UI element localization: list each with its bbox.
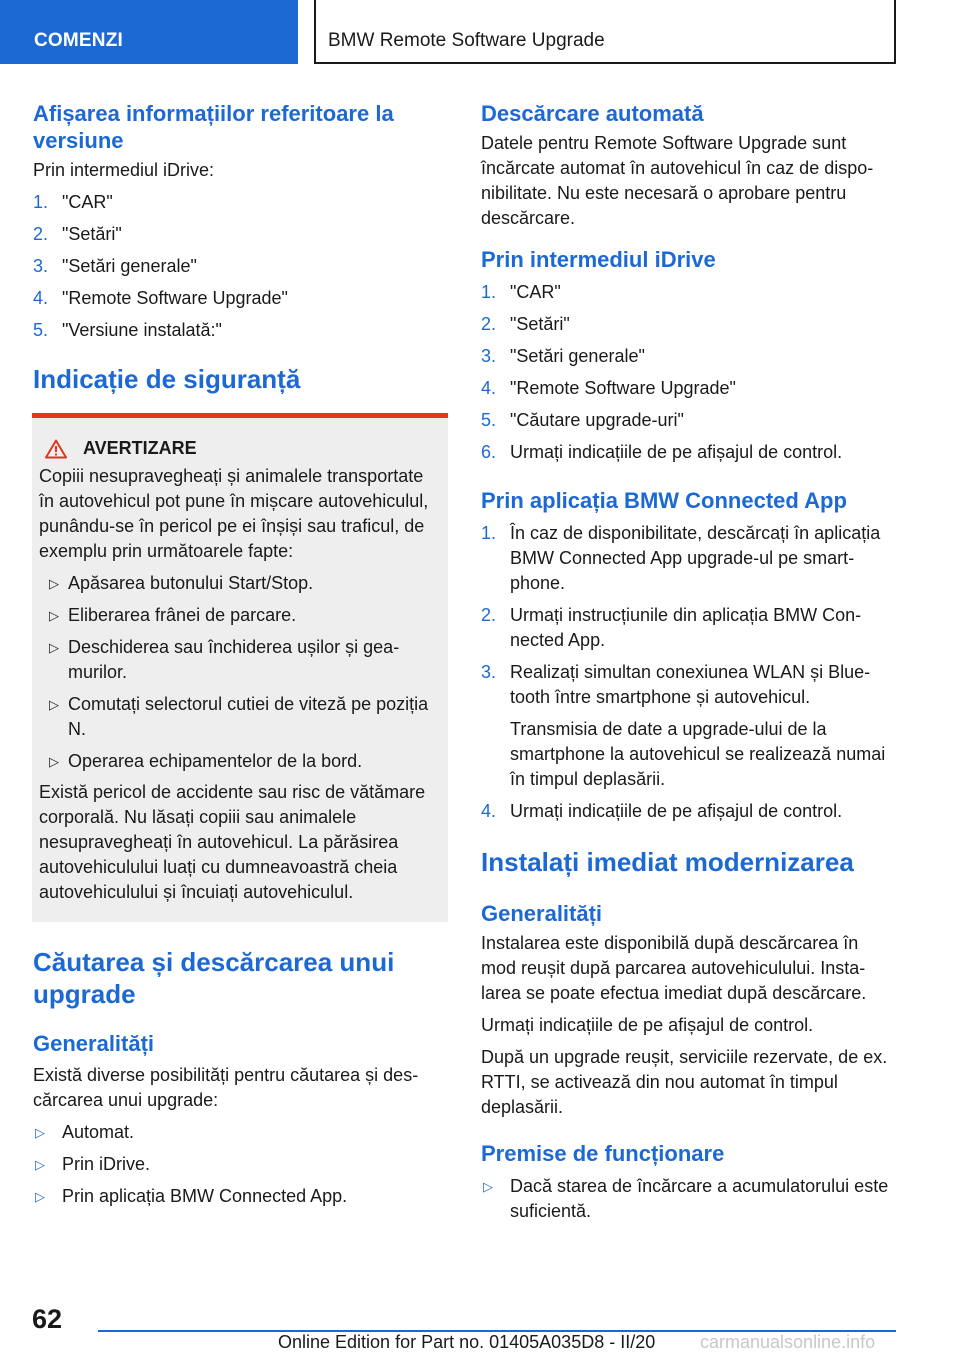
auto-text: Datele pentru Remote Software Upgrade sunt încărcate automat în autovehicul în caz de disponibilitate. Nu este necesară o aprobare pentru descărcare. xyxy=(481,133,874,228)
step-text: Urmați instrucțiunile din aplicația BMW Connected App. xyxy=(510,605,862,650)
page-number: 62 xyxy=(32,1304,63,1334)
app-heading: Prin aplicația BMW Connected App xyxy=(481,488,847,513)
step-text: "Remote Software Upgrade" xyxy=(62,288,288,308)
list-item xyxy=(39,692,441,742)
triangle-bullet-icon: ▷ xyxy=(49,608,59,623)
list-item xyxy=(481,660,896,792)
safety-heading: Indicație de siguranță xyxy=(33,364,301,394)
general-heading: Generalități xyxy=(33,1031,155,1056)
app-steps xyxy=(481,521,896,824)
step-text: "Setări generale" xyxy=(62,256,197,276)
step-number: 3. xyxy=(481,346,497,366)
list-item xyxy=(481,312,896,337)
list-item xyxy=(33,1120,448,1145)
step-number: 1. xyxy=(33,192,49,212)
step-number: 2. xyxy=(481,605,497,625)
step-continuation: Transmisia de date a upgrade-ului de la smartphone la autovehicul se realizează numai în timpul deplasării. xyxy=(510,719,886,789)
step-text: În caz de disponibilitate, descărcați în aplicația BMW Connected App upgrade-ul pe smartphone. xyxy=(510,523,881,593)
warning-label: AVERTIZARE xyxy=(83,438,197,458)
list-item xyxy=(39,749,441,774)
item-text: Dacă starea de încărcare a acumulatorului este suficientă. xyxy=(510,1176,889,1221)
item-text: Prin aplicația BMW Connected App. xyxy=(62,1186,348,1206)
list-item xyxy=(33,254,448,279)
list-item xyxy=(39,603,441,628)
list-item xyxy=(33,318,448,343)
list-item xyxy=(481,603,896,653)
search-heading: Căutarea și descărcarea unui upgrade xyxy=(33,947,395,1009)
list-item xyxy=(33,1152,448,1177)
step-number: 3. xyxy=(33,256,49,276)
triangle-bullet-icon: ▷ xyxy=(49,640,59,655)
step-number: 4. xyxy=(481,378,497,398)
list-item xyxy=(481,280,896,305)
step-text: Urmați indicațiile de pe afișajul de control. xyxy=(510,442,843,462)
triangle-bullet-icon: ▷ xyxy=(483,1179,493,1194)
step-number: 4. xyxy=(481,801,497,821)
step-text: "CAR" xyxy=(62,192,113,212)
general-list xyxy=(33,1120,448,1209)
step-number: 4. xyxy=(33,288,49,308)
step-number: 2. xyxy=(481,314,497,334)
list-item xyxy=(33,222,448,247)
step-number: 2. xyxy=(33,224,49,244)
page-header-title: BMW Remote Software Upgrade xyxy=(328,30,605,51)
right-column xyxy=(481,100,896,1224)
warning-header xyxy=(45,438,441,459)
step-text: "Remote Software Upgrade" xyxy=(510,378,736,398)
general-text: Există diverse posibilități pentru căutarea și descărcarea unui upgrade: xyxy=(33,1065,419,1110)
triangle-bullet-icon: ▷ xyxy=(49,576,59,591)
warning-list xyxy=(39,571,441,774)
premise-heading: Premise de funcționare xyxy=(481,1141,725,1166)
item-text: Automat. xyxy=(62,1122,135,1142)
list-item xyxy=(33,190,448,215)
premise-list xyxy=(481,1174,896,1224)
left-column xyxy=(33,100,448,1209)
watermark-text: carmanualsonline.info xyxy=(700,1332,876,1352)
header-title-box xyxy=(314,0,896,64)
warning-triangle-icon xyxy=(45,439,67,459)
section-tab xyxy=(0,0,298,64)
install-heading: Instalați imediat modernizarea xyxy=(481,847,854,877)
step-number: 5. xyxy=(481,410,497,430)
step-number: 6. xyxy=(481,442,497,462)
warning-intro: Copiii nesupravegheați și animalele transportate în autovehicul pot pune în mișcare autovehiculul, punându-se în pericol pe ei înșiși sau traficul, de exemplu prin următoarele fapte: xyxy=(39,466,429,561)
item-text: Eliberarea frânei de parcare. xyxy=(68,605,297,625)
triangle-bullet-icon: ▷ xyxy=(35,1125,45,1140)
list-item xyxy=(33,286,448,311)
version-intro: Prin intermediul iDrive: xyxy=(33,160,215,180)
item-text: Prin iDrive. xyxy=(62,1154,151,1174)
item-text: Comutați selectorul cutiei de viteză pe poziția N. xyxy=(68,694,429,739)
step-text: "Versiune instalată:" xyxy=(62,320,222,340)
step-text: "Căutare upgrade-uri" xyxy=(510,410,684,430)
step-number: 1. xyxy=(481,523,497,543)
item-text: Apăsarea butonului Start/Stop. xyxy=(68,573,314,593)
list-item xyxy=(481,440,896,465)
step-text: "CAR" xyxy=(510,282,561,302)
step-number: 5. xyxy=(33,320,49,340)
warning-box xyxy=(32,413,448,922)
step-text: "Setări" xyxy=(510,314,570,334)
install-p3: După un upgrade reușit, serviciile rezervate, de ex. RTTI, se activează din nou automat în timpul deplasării. xyxy=(481,1047,888,1117)
install-general-heading: Generalități xyxy=(481,901,603,926)
triangle-bullet-icon: ▷ xyxy=(35,1189,45,1204)
item-text: Operarea echipamentelor de la bord. xyxy=(68,751,363,771)
list-item xyxy=(39,635,441,685)
step-text: "Setări generale" xyxy=(510,346,645,366)
install-p2: Urmați indicațiile de pe afișajul de control. xyxy=(481,1015,814,1035)
step-text: Realizați simultan conexiunea WLAN și Bluetooth între smartphone și autovehicul. xyxy=(510,662,871,707)
list-item xyxy=(481,521,896,596)
install-p1: Instalarea este disponibilă după descărcarea în mod reușit după parcarea autovehiculului. Instalarea se poate efectua imediat după descărcare. xyxy=(481,933,867,1003)
list-item xyxy=(39,571,441,596)
warning-outro: Există pericol de accidente sau risc de vătămare corporală. Nu lăsați copiii sau animalele nesupravegheați în autovehicul. La părăsirea autovehiculului luați cu dumneavoastră cheia autovehiculului și încuiați autovehiculul. xyxy=(39,782,426,902)
idrive-steps xyxy=(481,280,896,465)
list-item xyxy=(481,799,896,824)
section-label: COMENZI xyxy=(34,30,124,51)
triangle-bullet-icon: ▷ xyxy=(49,754,59,769)
version-steps xyxy=(33,190,448,343)
triangle-bullet-icon: ▷ xyxy=(49,697,59,712)
step-text: Urmați indicațiile de pe afișajul de control. xyxy=(510,801,843,821)
list-item xyxy=(33,1184,448,1209)
list-item xyxy=(481,376,896,401)
step-text: "Setări" xyxy=(62,224,122,244)
list-item xyxy=(481,344,896,369)
list-item xyxy=(481,1174,896,1224)
step-number: 1. xyxy=(481,282,497,302)
auto-heading: Descărcare automată xyxy=(481,101,704,126)
version-heading: Afișarea informațiilor referitoare la versiune xyxy=(33,101,394,153)
step-number: 3. xyxy=(481,662,497,682)
item-text: Deschiderea sau închiderea ușilor și geamurilor. xyxy=(68,637,400,682)
triangle-bullet-icon: ▷ xyxy=(35,1157,45,1172)
idrive-heading: Prin intermediul iDrive xyxy=(481,247,716,272)
list-item xyxy=(481,408,896,433)
footer-edition: Online Edition for Part no. 01405A035D8 - II/20 xyxy=(278,1332,656,1352)
